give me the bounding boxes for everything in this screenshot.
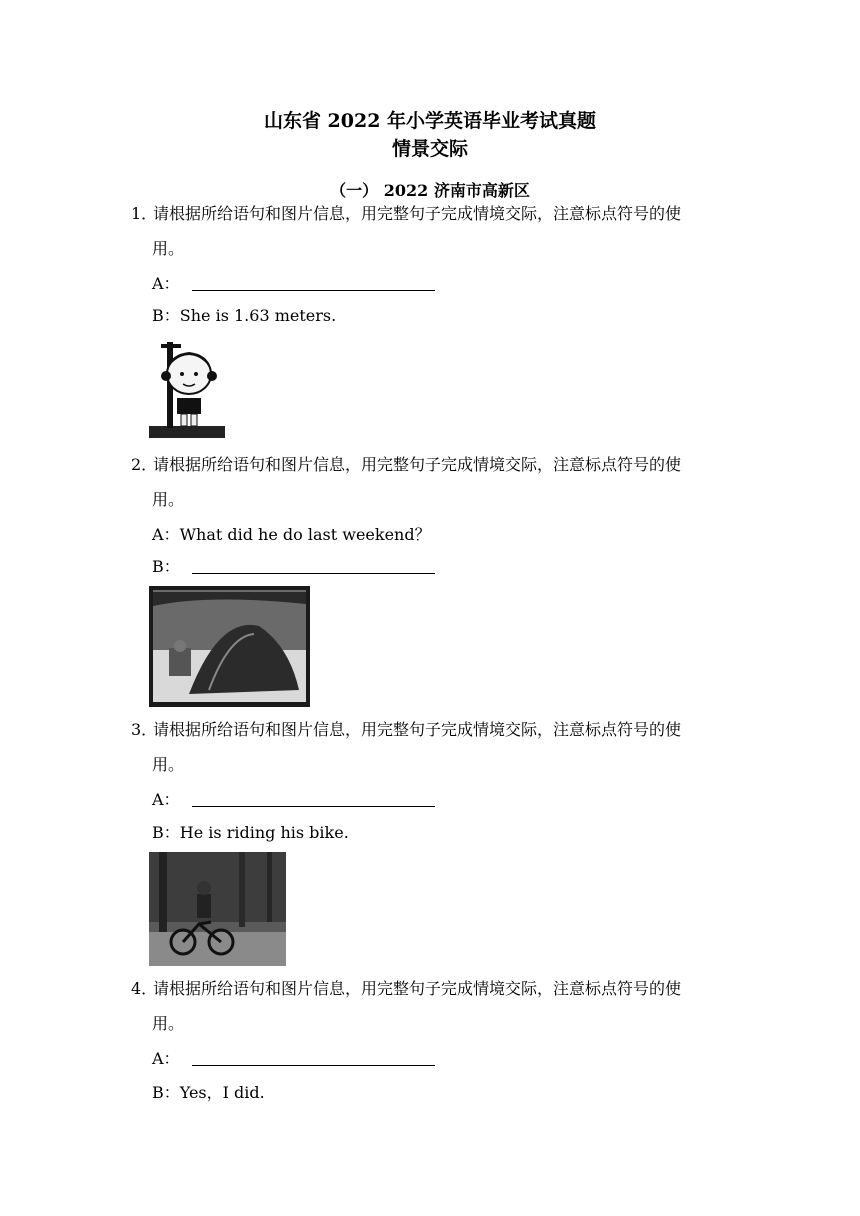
dialog-text: He is riding his bike. <box>179 823 349 842</box>
question-instruction: 请根据所给语句和图片信息，用完整句子完成情境交际，注意标点符号的使 <box>153 979 682 998</box>
question-number: 3． <box>131 720 158 739</box>
page-subtitle: 情景交际 <box>391 138 468 160</box>
answer-line-b <box>152 554 435 577</box>
speaker-label: A： <box>152 525 180 544</box>
question-instruction: 请根据所给语句和图片信息，用完整句子完成情境交际，注意标点符号的使 <box>153 455 682 474</box>
girl-height-image <box>147 332 229 442</box>
answer-line-b <box>152 820 349 843</box>
question-instruction: 请根据所给语句和图片信息，用完整句子完成情境交际，注意标点符号的使 <box>153 720 682 739</box>
speaker-label: A： <box>152 790 180 809</box>
question-instruction: 请根据所给语句和图片信息，用完整句子完成情境交际，注意标点符号的使 <box>153 204 682 223</box>
speaker-label: B： <box>152 306 180 325</box>
question-3 <box>131 720 741 740</box>
question-instruction-cont: 用。 <box>152 755 185 774</box>
answer-blank[interactable] <box>192 289 435 291</box>
boy-riding-bike-image <box>149 852 286 966</box>
speaker-label: B： <box>152 557 180 576</box>
camping-tent-image <box>149 586 310 707</box>
speaker-label: A： <box>152 274 180 293</box>
speaker-label: B： <box>152 1083 180 1102</box>
answer-line-a <box>152 1046 435 1069</box>
question-instruction-cont: 用。 <box>152 239 185 258</box>
question-number: 2． <box>131 455 158 474</box>
question-1 <box>131 204 741 224</box>
question-2 <box>131 455 741 475</box>
dialog-text: What did he do last weekend？ <box>179 525 431 544</box>
question-instruction-cont: 用。 <box>152 490 185 509</box>
section-heading: （一） 2022 济南市高新区 <box>330 181 530 200</box>
answer-line-a <box>152 522 431 545</box>
answer-blank[interactable] <box>192 572 435 574</box>
speaker-label: B： <box>152 823 180 842</box>
answer-line-b <box>152 1080 265 1103</box>
question-number: 1． <box>131 204 158 223</box>
answer-blank[interactable] <box>192 1064 435 1066</box>
speaker-label: A： <box>152 1049 180 1068</box>
answer-line-a <box>152 787 435 810</box>
question-instruction-cont: 用。 <box>152 1014 185 1033</box>
question-number: 4． <box>131 979 158 998</box>
page-title: 山东省 2022 年小学英语毕业考试真题 <box>263 110 597 132</box>
answer-line-b <box>152 303 336 326</box>
answer-blank[interactable] <box>192 805 435 807</box>
question-4 <box>131 979 741 999</box>
answer-line-a <box>152 271 435 294</box>
dialog-text: She is 1.63 meters. <box>179 306 337 325</box>
dialog-text: Yes，I did. <box>179 1083 265 1102</box>
